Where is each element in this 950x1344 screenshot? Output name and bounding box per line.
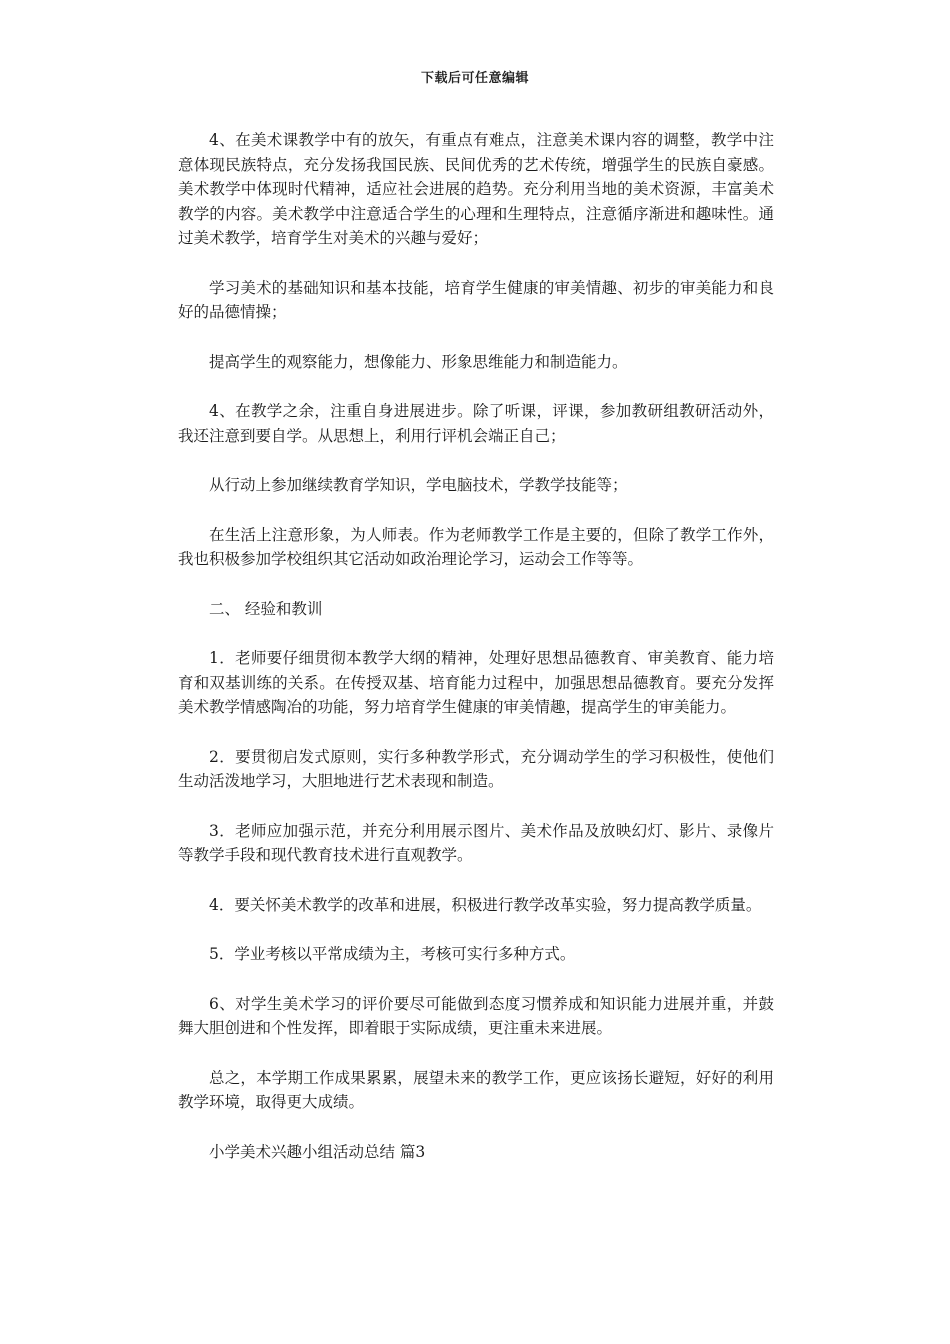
paragraph-continuing-education: 从行动上参加继续教育学知识，学电脑技术，学教学技能等； — [209, 476, 628, 494]
paragraph-lesson-4: 4．要关怀美术教学的改革和进展，积极进行教学改革实验，努力提高教学质量。 — [209, 895, 762, 914]
paragraph-conclusion: 总之，本学期工作成果累累，展望未来的教学工作，更应该扬长避短，好好的利用教学环境，取得更大成绩。 — [178, 1068, 774, 1111]
paragraph-basic-skills: 学习美术的基础知识和基本技能，培育学生健康的审美情趣、初步的审美能力和良好的品德情操； — [178, 278, 774, 321]
paragraph-lesson-5: 5．学业考核以平常成绩为主，考核可实行多种方式。 — [209, 945, 576, 963]
paragraph-lesson-2: 2．要贯彻启发式原则，实行多种教学形式，充分调动学生的学习积极性，使他们生动活泼地学习，大胆地进行艺术表现和制造。 — [178, 747, 774, 790]
paragraph-lesson-6: 6、对学生美术学习的评价要尽可能做到态度习惯养成和知识能力进展并重，并鼓舞大胆创进和个性发挥，即着眼于实际成绩，更注重未来进展。 — [178, 994, 774, 1037]
page-header: 下载后可任意编辑 — [420, 71, 529, 86]
paragraph-art-teaching-focus: 4、在美术课教学中有的放矢，有重点有难点，注意美术课内容的调整，教学中注意体现民族特点，充分发扬我国民族、民间优秀的艺术传统，增强学生的民族自豪感。美术教学中体现时代精神，适应社会进展的趋势。充分利用当地的美术资源，丰富美术教学的内容。美术教学中注意适合学生的心理和生理特点，注意循序渐进和趣味性。通过美术教学，培育学生对美术的兴趣与爱好； — [178, 131, 774, 247]
section-heading-experience: 二、 经验和教训 — [209, 599, 323, 618]
paragraph-lesson-1: 1．老师要仔细贯彻本教学大纲的精神，处理好思想品德教育、审美教育、能力培育和双基训练的关系。在传授双基、培育能力过程中，加强思想品德教育。要充分发挥美术教学情感陶冶的功能，努力培育学生健康的审美情趣，提高学生的审美能力。 — [178, 649, 774, 716]
paragraph-life-conduct: 在生活上注意形象，为人师表。作为老师教学工作是主要的，但除了教学工作外，我也积极参加学校组织其它活动如政治理论学习，运动会工作等等。 — [178, 525, 774, 568]
paragraph-observation-ability: 提高学生的观察能力，想像能力、形象思维能力和制造能力。 — [209, 352, 628, 371]
section-title-part-3: 小学美术兴趣小组活动总结 篇3 — [209, 1142, 426, 1161]
paragraph-self-improvement: 4、在教学之余，注重自身进展进步。除了听课，评课，参加教研组教研活动外，我还注意到要自学。从思想上，利用行评机会端正自己； — [178, 402, 774, 445]
paragraph-lesson-3: 3．老师应加强示范，并充分利用展示图片、美术作品及放映幻灯、影片、录像片等教学手段和现代教育技术进行直观教学。 — [178, 821, 774, 864]
document-body — [178, 128, 774, 1189]
